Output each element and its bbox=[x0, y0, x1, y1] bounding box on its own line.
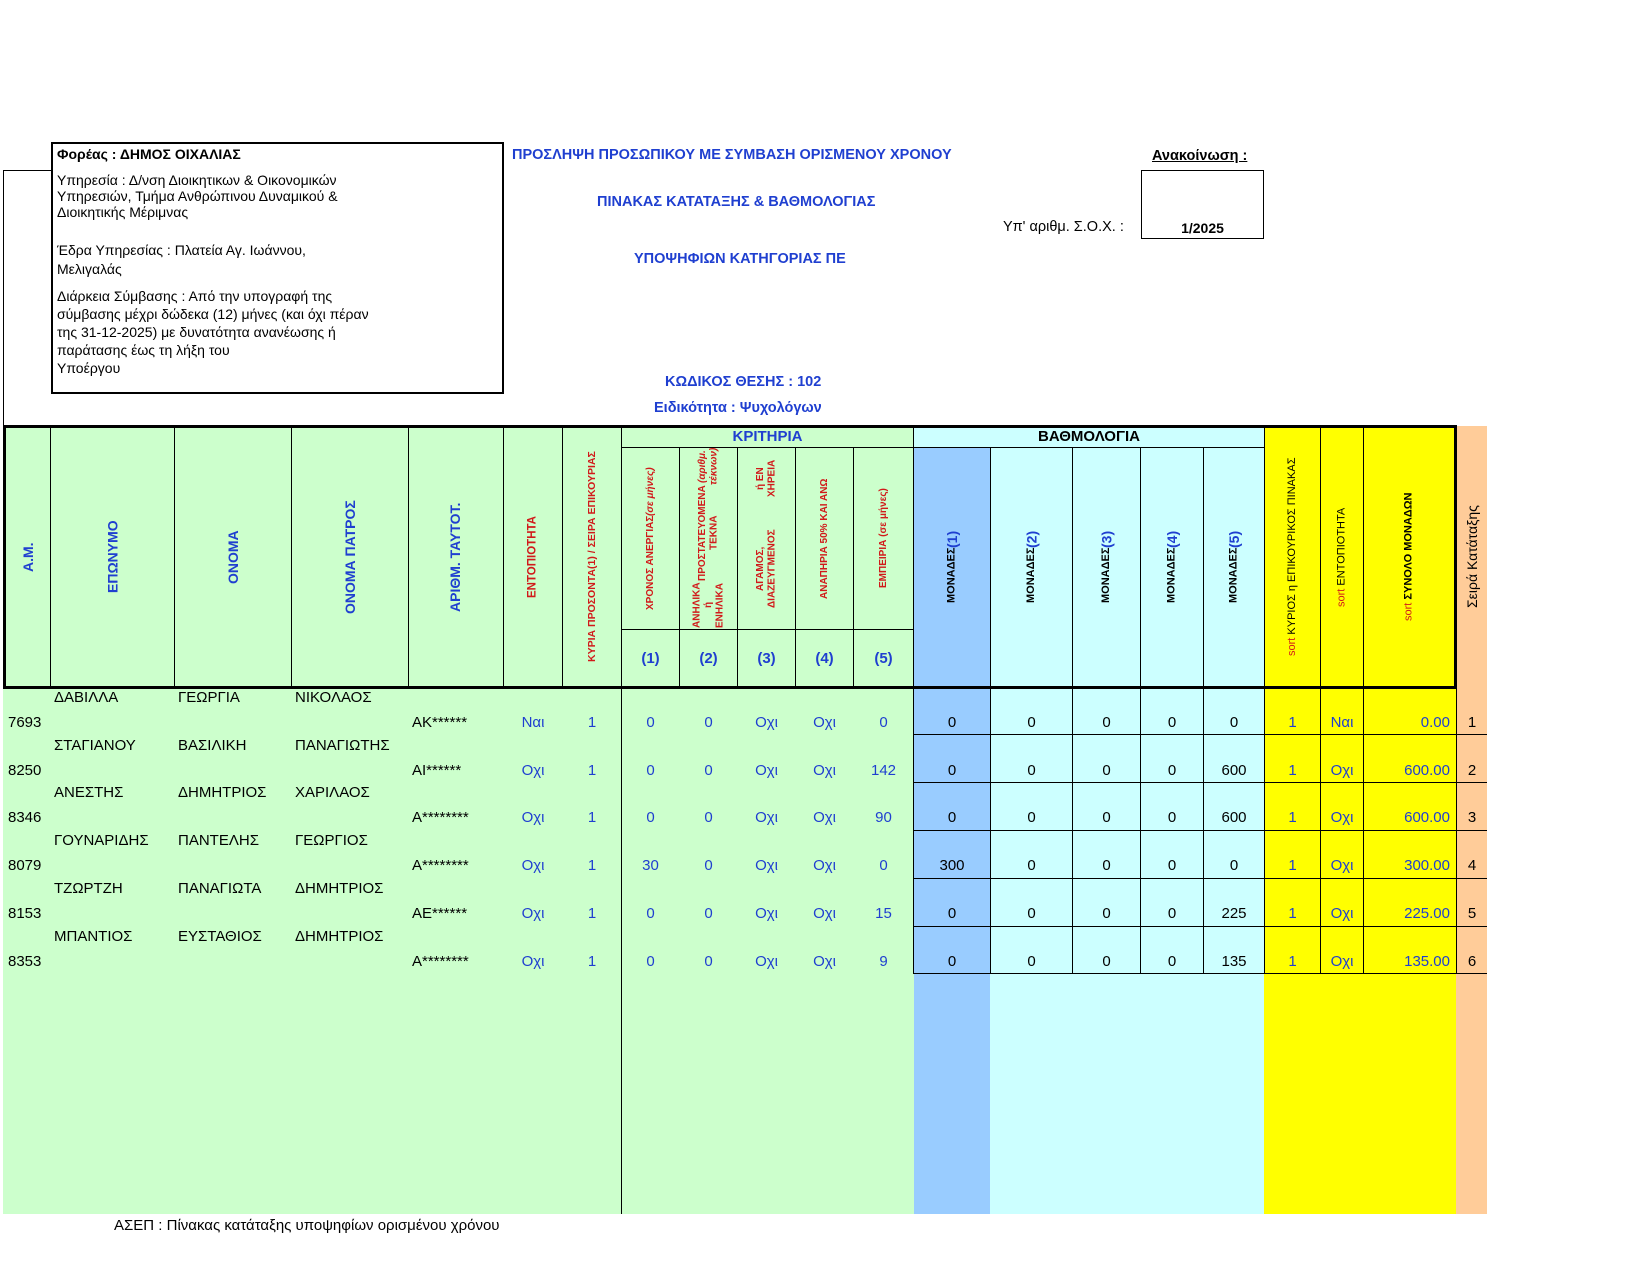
cell-onoma: ΕΥΣΤΑΘΙΟΣ bbox=[178, 927, 262, 945]
kritiria-header: ΚΡΙΤΗΡΙΑ bbox=[732, 428, 803, 445]
ypiresia-line-3: Διοικητικής Μέριμνας bbox=[57, 204, 189, 220]
cell-k4: Οχι bbox=[813, 761, 836, 779]
row-line-6 bbox=[913, 973, 1487, 974]
cell-k5: 90 bbox=[875, 809, 892, 827]
cell-m2: 0 bbox=[1027, 904, 1036, 922]
numbers-over bbox=[621, 629, 913, 630]
cell-m2: 0 bbox=[1027, 952, 1036, 970]
col-sort-synolo bbox=[1364, 428, 1454, 686]
cell-k3: Οχι bbox=[755, 952, 778, 970]
diarkeia-line-5: Υποέργου bbox=[57, 360, 121, 376]
cell-s2: Οχι bbox=[1330, 904, 1354, 922]
monades-5-num: (5) bbox=[1225, 530, 1242, 548]
col-anilika bbox=[680, 448, 737, 629]
cell-m5: 600 bbox=[1221, 809, 1247, 827]
cell-m5: 0 bbox=[1229, 857, 1239, 875]
title-2: ΠΙΝΑΚΑΣ ΚΑΤΑΤΑΞΗΣ & ΒΑΘΜΟΛΟΓΙΑΣ bbox=[597, 194, 876, 210]
col-monades-4 bbox=[1141, 448, 1203, 686]
cell-rank: 2 bbox=[1467, 761, 1477, 779]
cell-m3: 0 bbox=[1102, 857, 1111, 875]
title-1: ΠΡΟΣΛΗΨΗ ΠΡΟΣΩΠΙΚΟΥ ΜΕ ΣΥΜΒΑΣΗ ΟΡΙΣΜΕΝΟΥ ΧΡΟΝΟΥ bbox=[512, 147, 952, 163]
cell-onoma: ΔΗΜΗΤΡΙΟΣ bbox=[178, 784, 267, 802]
cell-kyria: 1 bbox=[587, 904, 597, 922]
cell-k1: 30 bbox=[642, 857, 659, 875]
cell-am: 7693 bbox=[8, 714, 42, 731]
cell-m4: 0 bbox=[1167, 857, 1177, 875]
cell-m4: 0 bbox=[1167, 952, 1177, 970]
crit-num-2: (2) bbox=[699, 650, 718, 667]
monades-2-num: (2) bbox=[1023, 530, 1040, 548]
cell-s2: Οχι bbox=[1330, 761, 1354, 779]
cell-s1: 1 bbox=[1288, 857, 1297, 875]
cell-m3: 0 bbox=[1102, 904, 1111, 922]
monades-5-label: ΜΟΝΑΔΕΣ bbox=[1227, 547, 1240, 604]
sep-4 bbox=[408, 425, 409, 689]
cell-k5: 0 bbox=[879, 714, 888, 731]
cell-total: 600.00 bbox=[1404, 809, 1450, 827]
sort-synolo-label: ΣΥΝΟΛΟ ΜΟΝΑΔΩΝ bbox=[1402, 492, 1415, 600]
sort-kyrios-label: ΚΥΡΙΟΣ η ΕΠΙΚΟΥΡΙΚΟΣ ΠΙΝΑΚΑΣ bbox=[1286, 457, 1299, 635]
body-sep-g bbox=[1320, 689, 1321, 974]
cell-entop: Οχι bbox=[521, 904, 545, 922]
monades-2-label: ΜΟΝΑΔΕΣ bbox=[1025, 547, 1038, 604]
cell-entop: Οχι bbox=[521, 952, 545, 970]
cell-k2: 0 bbox=[704, 761, 713, 779]
monades-3-label: ΜΟΝΑΔΕΣ bbox=[1100, 547, 1113, 604]
info-box bbox=[51, 142, 504, 394]
cell-kyria: 1 bbox=[587, 857, 597, 875]
diarkeia-line-1: Διάρκεια Σύμβασης : Από την υπογραφή της bbox=[57, 288, 333, 304]
col-onoma: ΟΝΟΜΑ bbox=[224, 530, 241, 584]
cell-total: 225.00 bbox=[1404, 904, 1450, 922]
cell-k4: Οχι bbox=[813, 809, 836, 827]
cell-s1: 1 bbox=[1288, 904, 1297, 922]
cell-m1: 0 bbox=[947, 714, 957, 731]
cell-eponymo: ΤΖΩΡΤΖΗ bbox=[54, 879, 123, 897]
cell-s2: Ναι bbox=[1330, 714, 1354, 731]
cell-k5: 142 bbox=[870, 761, 897, 779]
cell-am: 8346 bbox=[8, 809, 42, 827]
diarkeia-line-4: παράτασης έως τη λήξη του bbox=[57, 342, 230, 358]
crit-num-5: (5) bbox=[874, 650, 893, 667]
cell-taut: ΑΕ****** bbox=[412, 904, 468, 922]
cell-rank: 4 bbox=[1467, 857, 1477, 875]
left-bracket bbox=[3, 170, 51, 425]
cell-total: 300.00 bbox=[1404, 857, 1450, 875]
cell-rank: 5 bbox=[1467, 904, 1477, 922]
cell-k4: Οχι bbox=[813, 857, 836, 875]
cell-patros: ΝΙΚΟΛΑΟΣ bbox=[295, 689, 372, 706]
cell-s1: 1 bbox=[1288, 761, 1297, 779]
cell-patros: ΠΑΝΑΓΙΩΤΗΣ bbox=[295, 736, 390, 754]
ypiresia-line-1: Υπηρεσία : Δ/νση Διοικητικων & Οικονομικών bbox=[57, 172, 337, 188]
cell-patros: ΓΕΩΡΓΙΟΣ bbox=[295, 832, 368, 850]
cell-m4: 0 bbox=[1167, 809, 1177, 827]
sox-value: 1/2025 bbox=[1181, 220, 1224, 236]
monades-4-label: ΜΟΝΑΔΕΣ bbox=[1165, 547, 1178, 604]
anergia-line-2: (σε μήνες) bbox=[644, 467, 656, 516]
edra-line-2: Μελιγαλάς bbox=[57, 261, 122, 277]
cell-m1: 300 bbox=[939, 857, 965, 875]
col-sort-entopiotita bbox=[1321, 428, 1363, 686]
cell-k1: 0 bbox=[646, 952, 655, 970]
monades-4-num: (4) bbox=[1163, 530, 1180, 548]
cell-k3: Οχι bbox=[755, 857, 778, 875]
body-sep-h bbox=[1363, 689, 1364, 974]
cell-m4: 0 bbox=[1167, 904, 1177, 922]
cell-kyria: 1 bbox=[587, 952, 597, 970]
cell-k1: 0 bbox=[646, 904, 655, 922]
cell-onoma: ΠΑΝΤΕΛΗΣ bbox=[178, 832, 259, 850]
cell-taut: Α******** bbox=[412, 952, 469, 970]
edra-line-1: Έδρα Υπηρεσίας : Πλατεία Αγ. Ιωάννου, bbox=[57, 242, 306, 258]
col-anapiria: ΑΝΑΠΗΡΙΑ 50% ΚΑΙ ΑΝΩ bbox=[818, 478, 830, 599]
cell-entop: Οχι bbox=[521, 857, 545, 875]
col-monades-2 bbox=[991, 448, 1072, 686]
crit-num-3: (3) bbox=[757, 650, 776, 667]
title-3: ΥΠΟΨΗΦΙΩΝ ΚΑΤΗΓΟΡΙΑΣ ΠΕ bbox=[634, 251, 846, 267]
cell-taut: Α******** bbox=[412, 857, 469, 875]
cell-m4: 0 bbox=[1167, 714, 1177, 731]
col-entopiotita: ΕΝΤΟΠΙΟΤΗΤΑ bbox=[526, 516, 539, 598]
cell-k1: 0 bbox=[646, 809, 655, 827]
monades-1-label: ΜΟΝΑΔΕΣ bbox=[945, 547, 958, 604]
col-anergia bbox=[622, 448, 679, 629]
cell-m2: 0 bbox=[1027, 714, 1036, 731]
cell-taut: ΑΙ****** bbox=[412, 761, 462, 779]
kodikos-thesis: ΚΩΔΙΚΟΣ ΘΕΣΗΣ : 102 bbox=[665, 374, 822, 390]
anilika-line-2: ΠΡΟΣΤΑΤΕΥΟΜΕΝΑ ΤΕΚΝΑ bbox=[697, 485, 720, 582]
col-sort-kyrios bbox=[1265, 428, 1320, 686]
cell-s2: Οχι bbox=[1330, 809, 1354, 827]
body-sep-f bbox=[1264, 689, 1265, 974]
col-kyria: ΚΥΡΙΑ ΠΡΟΣΟΝΤΑ(1) / ΣΕΙΡΑ ΕΠΙΚΟΥΡΙΑΣ bbox=[585, 451, 598, 663]
cell-k5: 9 bbox=[879, 952, 888, 970]
cell-patros: ΔΗΜΗΤΡΙΟΣ bbox=[295, 879, 384, 897]
cell-k2: 0 bbox=[704, 952, 713, 970]
col-seira: Σειρά Κατάταξης bbox=[1463, 505, 1480, 609]
cell-k4: Οχι bbox=[813, 714, 836, 731]
cell-m3: 0 bbox=[1102, 761, 1111, 779]
col-eponymo: ΕΠΩΝΥΜΟ bbox=[104, 520, 121, 594]
cell-k3: Οχι bbox=[755, 714, 778, 731]
eidikotita: Ειδικότητα : Ψυχολόγων bbox=[654, 400, 822, 416]
cell-m2: 0 bbox=[1027, 761, 1036, 779]
monades-1-num: (1) bbox=[943, 530, 960, 548]
cell-patros: ΧΑΡΙΛΑΟΣ bbox=[295, 784, 370, 802]
cell-taut: ΑΚ****** bbox=[412, 714, 468, 731]
col-monades-5 bbox=[1204, 448, 1264, 686]
sort-tag-3: sort bbox=[1402, 602, 1415, 622]
foreas-text: Φορέας : ΔΗΜΟΣ ΟΙΧΑΛΙΑΣ bbox=[57, 146, 241, 162]
cell-m1: 0 bbox=[947, 904, 957, 922]
anakoinosi-box bbox=[1141, 170, 1264, 239]
cell-rank: 1 bbox=[1467, 714, 1477, 731]
cell-s1: 1 bbox=[1288, 952, 1297, 970]
diarkeia-line-3: της 31-12-2025) με δυνατότητα ανανέωσης ή bbox=[57, 324, 336, 340]
cell-m4: 0 bbox=[1167, 761, 1177, 779]
col-monades-3 bbox=[1073, 448, 1140, 686]
cell-m1: 0 bbox=[947, 809, 957, 827]
sox-label: Υπ' αριθμ. Σ.Ο.Χ. : bbox=[1003, 219, 1124, 235]
col-agamos bbox=[738, 448, 795, 629]
body-sep-i bbox=[1456, 689, 1457, 974]
cell-m1: 0 bbox=[947, 952, 957, 970]
col-am: Α.Μ. bbox=[19, 542, 36, 572]
cell-k4: Οχι bbox=[813, 904, 836, 922]
cell-m3: 0 bbox=[1102, 714, 1111, 731]
cell-total: 0.00 bbox=[1420, 714, 1450, 731]
cell-rank: 6 bbox=[1467, 952, 1477, 970]
body-sep-a bbox=[913, 689, 914, 974]
cell-kyria: 1 bbox=[587, 714, 597, 731]
monades-3-num: (3) bbox=[1098, 530, 1115, 548]
body-sep-d bbox=[1140, 689, 1141, 974]
cell-am: 8353 bbox=[8, 952, 42, 970]
cell-k3: Οχι bbox=[755, 761, 778, 779]
cell-m1: 0 bbox=[947, 761, 957, 779]
cell-k2: 0 bbox=[704, 857, 713, 875]
anakoinosi-label: Ανακοίνωση : bbox=[1152, 148, 1248, 164]
sort-entop-label: ΕΝΤΟΠΙΟΤΗΤΑ bbox=[1335, 507, 1348, 586]
cell-entop: Οχι bbox=[521, 761, 545, 779]
cell-eponymo: ΑΝΕΣΤΗΣ bbox=[54, 784, 124, 802]
sort-tag-1: sort bbox=[1286, 637, 1299, 657]
col-patros: ΟΝΟΜΑ ΠΑΤΡΟΣ bbox=[341, 500, 358, 614]
cell-m5: 135 bbox=[1221, 952, 1247, 970]
row-line-4 bbox=[913, 878, 1487, 879]
cell-s2: Οχι bbox=[1330, 952, 1354, 970]
cell-k4: Οχι bbox=[813, 952, 836, 970]
cell-s1: 1 bbox=[1288, 809, 1297, 827]
cell-m5: 600 bbox=[1221, 761, 1247, 779]
anilika-line-1: ΑΝΗΛΙΚΑ ή ΕΝΗΛΙΚΑ bbox=[691, 582, 726, 628]
cell-onoma: ΓΕΩΡΓΙΑ bbox=[178, 689, 240, 706]
cell-onoma: ΠΑΝΑΓΙΩΤΑ bbox=[178, 879, 262, 897]
cell-patros: ΔΗΜΗΤΡΙΟΣ bbox=[295, 927, 384, 945]
cell-onoma: ΒΑΣΙΛΙΚΗ bbox=[178, 736, 247, 754]
col-tautotita: ΑΡΙΘΜ. ΤΑΥΤΟΤ. bbox=[446, 502, 463, 612]
cell-k5: 0 bbox=[879, 857, 888, 875]
footer-note: ΑΣΕΠ : Πίνακας κατάταξης υποψηφίων ορισμένου χρόνου bbox=[114, 1217, 500, 1234]
cell-am: 8250 bbox=[8, 761, 42, 779]
cell-kyria: 1 bbox=[587, 809, 597, 827]
cell-k2: 0 bbox=[704, 714, 713, 731]
cell-k2: 0 bbox=[704, 904, 713, 922]
ypiresia-line-2: Υπηρεσιών, Τμήμα Ανθρώπινου Δυναμικού & bbox=[57, 188, 338, 204]
cell-am: 8079 bbox=[8, 857, 42, 875]
cell-m5: 225 bbox=[1221, 904, 1247, 922]
row-line-5 bbox=[913, 926, 1487, 927]
body-sep-c bbox=[1072, 689, 1073, 974]
body-sep-b bbox=[990, 689, 991, 974]
cell-kyria: 1 bbox=[587, 761, 597, 779]
agamos-line-1: ΑΓΑΜΟΣ, ΔΙΑΖΕΥΓΜΕΝΟΣ bbox=[755, 529, 778, 609]
cell-k3: Οχι bbox=[755, 904, 778, 922]
cell-entop: Οχι bbox=[521, 809, 545, 827]
cell-k1: 0 bbox=[646, 761, 655, 779]
cell-k3: Οχι bbox=[755, 809, 778, 827]
cell-k1: 0 bbox=[646, 714, 655, 731]
col-empeiria: ΕΜΠΕΙΡΙΑ (σε μήνες) bbox=[877, 488, 889, 589]
cell-am: 8153 bbox=[8, 904, 42, 922]
cell-rank: 3 bbox=[1467, 809, 1477, 827]
cell-taut: Α******** bbox=[412, 809, 469, 827]
diarkeia-line-2: σύμβασης μέχρι δώδεκα (12) μήνες (και όχι πέραν bbox=[57, 306, 369, 322]
body-sep-e bbox=[1203, 689, 1204, 974]
cell-eponymo: ΜΠΑΝΤΙΟΣ bbox=[54, 927, 133, 945]
anilika-line-3: (αριθμ. τέκνων) bbox=[697, 447, 720, 486]
agamos-line-2: ή ΕΝ ΧΗΡΕΙΑ bbox=[755, 459, 778, 497]
cell-k2: 0 bbox=[704, 809, 713, 827]
cell-total: 600.00 bbox=[1404, 761, 1450, 779]
cell-total: 135.00 bbox=[1404, 952, 1450, 970]
cell-eponymo: ΣΤΑΓΙΑΝΟΥ bbox=[54, 736, 136, 754]
cell-m3: 0 bbox=[1102, 952, 1111, 970]
cell-entop: Ναι bbox=[521, 714, 545, 731]
row-line-1 bbox=[913, 734, 1487, 735]
crit-num-4: (4) bbox=[815, 650, 834, 667]
cell-eponymo: ΔΑΒΙΛΛΑ bbox=[54, 689, 119, 706]
cell-s1: 1 bbox=[1288, 714, 1297, 731]
cell-m3: 0 bbox=[1102, 809, 1111, 827]
cell-k5: 15 bbox=[875, 904, 892, 922]
sort-tag-2: sort bbox=[1335, 588, 1348, 607]
col-monades-1 bbox=[914, 448, 990, 686]
cell-m2: 0 bbox=[1027, 857, 1036, 875]
anergia-line-1: ΧΡΟΝΟΣ ΑΝΕΡΓΙΑΣ bbox=[644, 515, 656, 610]
row-line-2 bbox=[913, 782, 1487, 783]
vathmologia-header: ΒΑΘΜΟΛΟΓΙΑ bbox=[1038, 428, 1140, 445]
cell-m2: 0 bbox=[1027, 809, 1036, 827]
cell-eponymo: ΓΟΥΝΑΡΙΔΗΣ bbox=[54, 832, 149, 850]
crit-num-1: (1) bbox=[641, 650, 660, 667]
cell-m5: 0 bbox=[1229, 714, 1239, 731]
cell-s2: Οχι bbox=[1330, 857, 1354, 875]
row-line-3 bbox=[913, 830, 1487, 831]
